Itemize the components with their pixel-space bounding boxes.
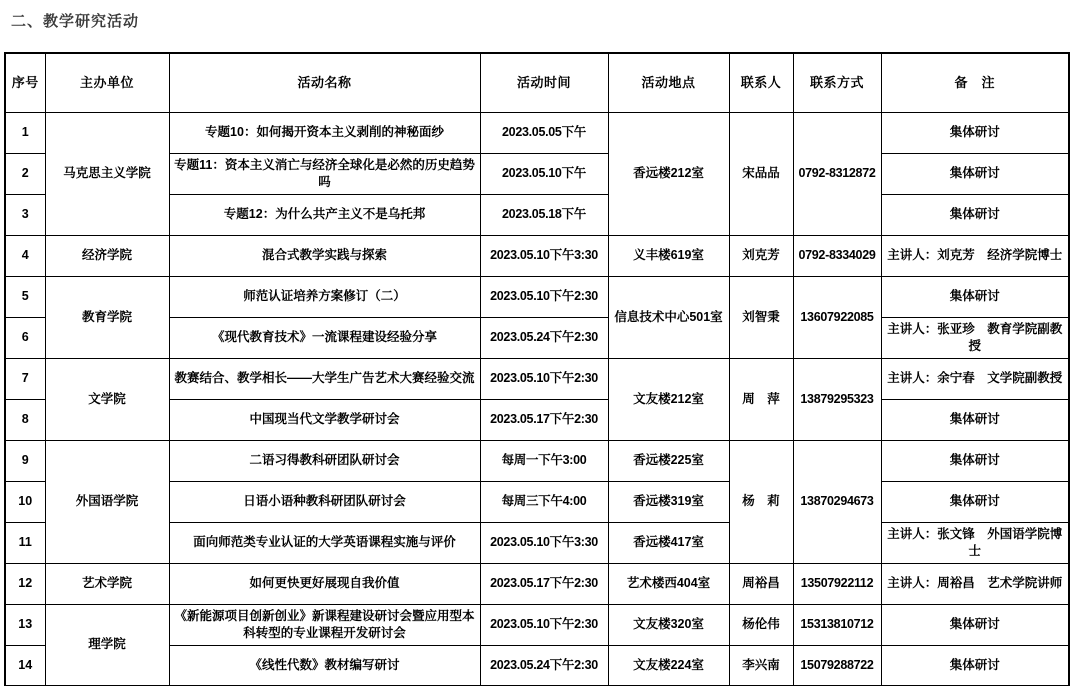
cell-org: 文学院 [45, 358, 169, 440]
cell-loc: 文友楼224室 [608, 645, 729, 686]
activity-table [4, 52, 1070, 686]
cell-phone: 0792-8334029 [793, 235, 881, 276]
cell-remark: 集体研讨 [881, 194, 1069, 235]
cell-remark: 主讲人：刘克芳 经济学院博士 [881, 235, 1069, 276]
cell-remark: 主讲人：周裕昌 艺术学院讲师 [881, 563, 1069, 604]
cell-remark: 集体研讨 [881, 604, 1069, 645]
table-header [5, 53, 1069, 112]
header-name: 活动名称 [169, 53, 480, 112]
header-seq: 序号 [5, 53, 45, 112]
cell-remark: 集体研讨 [881, 645, 1069, 686]
cell-phone: 15079288722 [793, 645, 881, 686]
cell-seq: 11 [5, 522, 45, 563]
cell-name: 师范认证培养方案修订（二） [169, 276, 480, 317]
cell-phone: 13879295323 [793, 358, 881, 440]
cell-name: 混合式教学实践与探索 [169, 235, 480, 276]
cell-seq: 2 [5, 153, 45, 194]
cell-contact: 杨 莉 [729, 440, 793, 563]
cell-phone: 13870294673 [793, 440, 881, 563]
cell-time: 2023.05.10下午3:30 [480, 235, 608, 276]
cell-name: 专题11：资本主义消亡与经济全球化是必然的历史趋势吗 [169, 153, 480, 194]
cell-contact: 杨伦伟 [729, 604, 793, 645]
cell-org: 经济学院 [45, 235, 169, 276]
cell-contact: 刘克芳 [729, 235, 793, 276]
cell-phone: 13507922112 [793, 563, 881, 604]
cell-loc: 义丰楼619室 [608, 235, 729, 276]
cell-remark: 主讲人：张亚珍 教育学院副教授 [881, 317, 1069, 358]
cell-name: 专题12：为什么共产主义不是乌托邦 [169, 194, 480, 235]
cell-name: 教赛结合、教学相长——大学生广告艺术大赛经验交流 [169, 358, 480, 399]
page-title: 二、教学研究活动 [11, 13, 140, 30]
cell-seq: 12 [5, 563, 45, 604]
header-time: 活动时间 [480, 53, 608, 112]
table-body [5, 112, 1069, 686]
cell-seq: 1 [5, 112, 45, 153]
cell-remark: 集体研讨 [881, 112, 1069, 153]
cell-org: 外国语学院 [45, 440, 169, 563]
cell-loc: 文友楼212室 [608, 358, 729, 440]
cell-contact: 周 萍 [729, 358, 793, 440]
cell-phone: 15313810712 [793, 604, 881, 645]
cell-seq: 3 [5, 194, 45, 235]
cell-remark: 集体研讨 [881, 276, 1069, 317]
cell-time: 2023.05.10下午3:30 [480, 522, 608, 563]
cell-loc: 艺术楼西404室 [608, 563, 729, 604]
cell-name: 如何更快更好展现自我价值 [169, 563, 480, 604]
cell-org: 马克思主义学院 [45, 112, 169, 235]
header-row [5, 53, 1069, 112]
cell-contact: 刘智秉 [729, 276, 793, 358]
cell-time: 2023.05.17下午2:30 [480, 399, 608, 440]
cell-seq: 13 [5, 604, 45, 645]
table-row [5, 440, 1069, 481]
cell-contact: 周裕昌 [729, 563, 793, 604]
cell-remark: 主讲人：张文锋 外国语学院博士 [881, 522, 1069, 563]
cell-loc: 香远楼417室 [608, 522, 729, 563]
header-phone: 联系方式 [793, 53, 881, 112]
cell-time: 每周一下午3:00 [480, 440, 608, 481]
header-loc: 活动地点 [608, 53, 729, 112]
cell-seq: 14 [5, 645, 45, 686]
cell-remark: 集体研讨 [881, 440, 1069, 481]
cell-remark: 集体研讨 [881, 481, 1069, 522]
cell-loc: 文友楼320室 [608, 604, 729, 645]
cell-seq: 7 [5, 358, 45, 399]
cell-remark: 集体研讨 [881, 399, 1069, 440]
cell-org: 教育学院 [45, 276, 169, 358]
cell-loc: 香远楼319室 [608, 481, 729, 522]
cell-remark: 主讲人：余宁春 文学院副教授 [881, 358, 1069, 399]
cell-name: 面向师范类专业认证的大学英语课程实施与评价 [169, 522, 480, 563]
cell-name: 二语习得教科研团队研讨会 [169, 440, 480, 481]
cell-time: 2023.05.24下午2:30 [480, 645, 608, 686]
cell-loc: 香远楼225室 [608, 440, 729, 481]
cell-contact: 宋品品 [729, 112, 793, 235]
header-remark: 备 注 [881, 53, 1069, 112]
cell-time: 2023.05.10下午2:30 [480, 604, 608, 645]
cell-time: 2023.05.05下午 [480, 112, 608, 153]
table-row [5, 604, 1069, 645]
cell-name: 专题10：如何揭开资本主义剥削的神秘面纱 [169, 112, 480, 153]
table-row [5, 358, 1069, 399]
cell-seq: 8 [5, 399, 45, 440]
cell-org: 艺术学院 [45, 563, 169, 604]
cell-seq: 10 [5, 481, 45, 522]
header-org: 主办单位 [45, 53, 169, 112]
cell-seq: 4 [5, 235, 45, 276]
cell-loc: 信息技术中心501室 [608, 276, 729, 358]
cell-phone: 13607922085 [793, 276, 881, 358]
header-contact: 联系人 [729, 53, 793, 112]
cell-phone: 0792-8312872 [793, 112, 881, 235]
cell-org: 理学院 [45, 604, 169, 686]
cell-name: 《新能源项目创新创业》新课程建设研讨会暨应用型本科转型的专业课程开发研讨会 [169, 604, 480, 645]
table-row [5, 563, 1069, 604]
table-row [5, 276, 1069, 317]
cell-time: 每周三下午4:00 [480, 481, 608, 522]
cell-time: 2023.05.17下午2:30 [480, 563, 608, 604]
cell-contact: 李兴南 [729, 645, 793, 686]
cell-remark: 集体研讨 [881, 153, 1069, 194]
cell-name: 日语小语种教科研团队研讨会 [169, 481, 480, 522]
cell-name: 中国现当代文学教学研讨会 [169, 399, 480, 440]
cell-seq: 6 [5, 317, 45, 358]
cell-seq: 9 [5, 440, 45, 481]
cell-seq: 5 [5, 276, 45, 317]
cell-name: 《线性代数》教材编写研讨 [169, 645, 480, 686]
cell-time: 2023.05.10下午2:30 [480, 276, 608, 317]
table-row [5, 235, 1069, 276]
table-row [5, 112, 1069, 153]
cell-time: 2023.05.24下午2:30 [480, 317, 608, 358]
cell-time: 2023.05.10下午2:30 [480, 358, 608, 399]
cell-loc: 香远楼212室 [608, 112, 729, 235]
cell-time: 2023.05.10下午 [480, 153, 608, 194]
cell-name: 《现代教育技术》一流课程建设经验分享 [169, 317, 480, 358]
cell-time: 2023.05.18下午 [480, 194, 608, 235]
